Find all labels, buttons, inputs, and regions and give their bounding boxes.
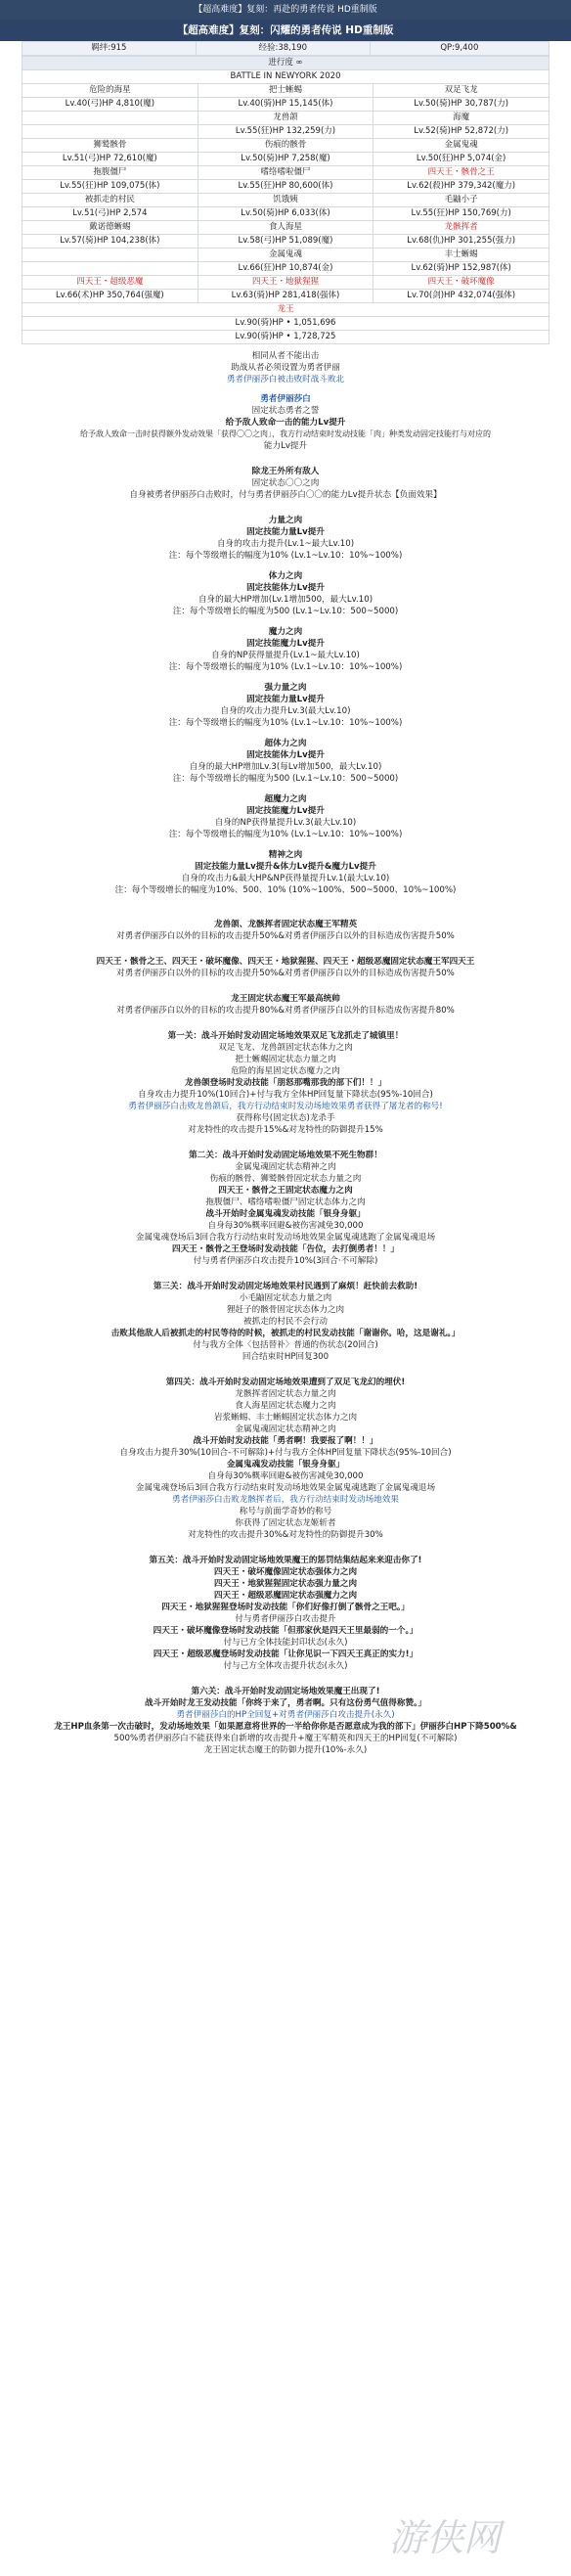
wave2-line: 金属鬼魂固定状态精神之肉 [235, 1162, 336, 1172]
enemy-name: 危险的海星 [22, 84, 198, 98]
watermark-logo [379, 2508, 565, 2570]
wave1-title: 第一关：战斗开始时发动固定场地效果双足飞龙抓走了城镇里！ [167, 1031, 404, 1041]
wave3-line: 回合结束时HP回复300 [242, 1352, 329, 1362]
enemy-level-hp: Lv.40(骑)HP 15,145(体) [198, 98, 373, 112]
enemy-stat-row [22, 290, 549, 303]
meat-line: 注：每个等级增长的幅度为10% (Lv.1~Lv.10：10%~100%) [168, 551, 403, 561]
wave4-line: 称号与前面学奇妙的称号 [239, 1507, 332, 1516]
wave4-line: 食人海星固定状态魔力之肉 [235, 1401, 336, 1411]
except-block [0, 466, 571, 501]
stats-table [22, 41, 549, 56]
meat-list [0, 515, 571, 896]
enemy-level-hp: Lv.51(弓)HP 72,610(魔) [22, 153, 198, 166]
enemy-stat-row [22, 207, 549, 221]
wave4-line: 对龙特性的攻击提升30%&对龙特性的防御提升30% [188, 1530, 383, 1540]
enemy-name-row [22, 84, 549, 98]
enemy-name: 四天王・骸骨之王 [373, 166, 549, 180]
enemy-level-hp [22, 262, 198, 276]
wave2-line: 拖腹僵尸、嗜络嗜啦僵尸固定状态体力之肉 [205, 1198, 366, 1207]
wave2-line: 自身每30%概率回避&被伤害减免30,000 [207, 1221, 364, 1231]
wave2-title: 第二关：战斗开始时发动固定场地效果不死生物群！ [189, 1151, 382, 1160]
meat-line: 固定技能魔力Lv提升 [246, 639, 325, 649]
enemy-level-hp: Lv.50(骑)HP 7,258(魔) [198, 153, 373, 166]
enemy-level-hp: Lv.51(弓)HP 2,574 [22, 207, 198, 221]
hero-name: 勇者伊丽莎白 [260, 394, 311, 404]
enemy-name: 海魔 [373, 112, 549, 125]
wave5-line: 四天王・超级恶魔登场时发动技能「让你见识一下四天王真正的实力!」 [153, 1650, 418, 1659]
wave4-line: 金属鬼魂登场后3回合我方行动结束时发动场地效果金属鬼魂逃跑了金属鬼魂退场 [135, 1483, 436, 1493]
rules-block [0, 350, 571, 385]
meat-name: 力量之肉 [268, 516, 303, 525]
enemy-level-hp: Lv.50(骑)HP 6,033(体) [198, 207, 373, 221]
enemy-level-hp: Lv.55(狂)HP 80,600(体) [198, 180, 373, 194]
enemy-name: 狮鹫骸骨 [22, 139, 198, 153]
enemy-name-row [22, 139, 549, 153]
four-kings-line: 对勇者伊丽莎白以外的目标的攻击提升50%&对勇者伊丽莎白以外的目标造成伤害提升50% [116, 969, 455, 978]
wave3-block [0, 1281, 571, 1363]
hero-line: 给予敌人致命一击时获得额外发动效果「获得〇〇之肉」，我方行动结束时发动技能「肉」种类发动固定技能打与对应的 [80, 429, 491, 438]
except-line: 自身被勇者伊丽莎白击败时，付与勇者伊丽莎白〇〇的能力Lv提升状态【负面效果】 [129, 490, 442, 500]
meat-line: 注：每个等级增长的幅度为10% (Lv.1~Lv.10：10%~100%) [168, 662, 403, 672]
enemy-name [22, 112, 198, 125]
wave4-line: 你获得了固定状态龙姬斩者 [235, 1518, 336, 1528]
except-line: 固定状态〇〇之肉 [251, 478, 320, 488]
wave4-line: 岩浆蜥蜴、丰士蜥蜴固定状态体力之肉 [213, 1413, 358, 1423]
wave4-block [0, 1377, 571, 1541]
enemy-name: 食人海星 [198, 221, 373, 235]
turn-row: 进行度 ∞ [22, 57, 549, 70]
wave1-line: 自身攻击力提升10%(10回合)+付与我方全体HP回复量下降状态(95%-10回合) [138, 1090, 433, 1100]
enemy-level-hp [22, 125, 198, 139]
wave2-block [0, 1150, 571, 1267]
enemy-name: 饥饿姨 [198, 194, 373, 207]
wave5-line: 四天王・地狱猩猩登场时发动技能「你们好像打倒了骸骨之王吧。」 [161, 1603, 410, 1612]
enemy-name: 金属鬼魂 [198, 249, 373, 262]
wave5-title: 第五关：战斗开始时发动固定场地效果魔王的惩罚结集结起来来迎击你了! [149, 1556, 422, 1565]
meat-name: 强力量之肉 [264, 683, 307, 693]
enemy-name: 四天王・超级恶魔 [22, 276, 198, 290]
enemy-name-row [22, 166, 549, 180]
wave4-line: 自身攻击力提升30%(10回合-不可解除)+付与我方全体HP回复量下降状态(95%-10回合) [119, 1448, 452, 1458]
wave4-line: 龙骸挥者固定状态力量之肉 [235, 1389, 336, 1399]
wave6-block [0, 1686, 571, 1756]
wave5-line: 四天王・破坏魔像固定状态强体力之肉 [213, 1567, 358, 1577]
meat-line: 自身的攻击力提升(Lv.1~最大Lv.10) [216, 539, 355, 549]
wave1-line: 勇者伊丽莎白击败龙兽颌后，我方行动结束时发动场地效果勇者获得了屠龙者的称号! [128, 1102, 443, 1111]
meat-block [0, 682, 571, 729]
enemy-name: 伤痕的骸骨 [198, 139, 373, 153]
wave3-title: 第三关：战斗开始时发动固定场地效果村民遇到了麻烦！赶快前去救助! [153, 1282, 418, 1291]
wave1-line: 把士蜥蜴固定状态力量之肉 [235, 1055, 336, 1064]
wave4-line: 战斗开始时发动技能「勇者啊！我要报了啊！！」 [193, 1436, 378, 1446]
dragon-king-block [0, 993, 571, 1017]
wave5-line: 四天王・破坏魔像登场时发动技能「但那家伙是四天王里最弱的一个。」 [153, 1626, 418, 1636]
wave2-line: 战斗开始时金属鬼魂发动技能「银身身躯」 [205, 1209, 366, 1219]
enemy-level-hp: Lv.68(仇)HP 301,255(强力) [373, 235, 549, 249]
meat-line: 注：每个等级增长的幅度为10% (Lv.1~Lv.10：10%~100%) [168, 830, 403, 839]
enemy-stat-row [22, 262, 549, 276]
wave6-line: 500%勇者伊丽莎白不能获得来自新增的攻击提升+魔王军精英和四天王的HP回复(不可解除) [113, 1734, 458, 1743]
enemy-level-hp: Lv.66(术)HP 350,764(强魔) [22, 290, 198, 303]
battle-label: BATTLE IN NEWYORK 2020 [22, 70, 549, 84]
boss-name: 龙王 [22, 303, 549, 317]
enemy-level-hp: Lv.40(弓)HP 4,810(魔) [22, 98, 198, 112]
wave1-line: 对龙特性的攻击提升15%&对龙特性的防御提升15% [188, 1125, 383, 1135]
enemy-name-row [22, 249, 549, 262]
rule-1: 相同从者不能出击 [251, 351, 320, 361]
wave4-line: 自身每30%概率回避&被伤害减免30,000 [207, 1471, 364, 1481]
enemy-name: 金属鬼魂 [373, 139, 549, 153]
enemy-stat-row [22, 98, 549, 112]
meat-name: 精神之肉 [268, 850, 303, 860]
meat-block [0, 626, 571, 673]
enemy-stat-row [22, 125, 549, 139]
enemy-name: 双足飞龙 [373, 84, 549, 98]
meat-line: 注：每个等级增长的幅度为500 (Lv.1~Lv.10：500~5000) [172, 774, 399, 784]
meat-name: 体力之肉 [268, 571, 303, 581]
wave2-line: 付与勇者伊丽莎白攻击提升10%(3回合·不可解除) [193, 1256, 378, 1266]
enemy-level-hp: Lv.58(弓)HP 51,089(魔) [198, 235, 373, 249]
meat-line: 自身的最大HP增加Lv.3(每Lv增加500，最大Lv.10) [189, 762, 382, 772]
meat-line: 固定技能魔力Lv提升 [246, 806, 325, 816]
meat-line: 注：每个等级增长的幅度为10% (Lv.1~Lv.10：10%~100%) [168, 718, 403, 728]
enemy-name: 戴诺德蜥蜴 [22, 221, 198, 235]
meat-block [0, 849, 571, 896]
meat-line: 自身的攻击力&最大HP&NP获得量提升Lv.1(最大Lv.10) [181, 874, 390, 883]
meat-line: 自身的NP获得量提升Lv.3(最大Lv.10) [214, 818, 357, 828]
meat-block [0, 738, 571, 785]
dragon-bone-line: 对勇者伊丽莎白以外的目标的攻击提升50%&对勇者伊丽莎白以外的目标造成伤害提升50% [116, 931, 455, 941]
except-title: 除龙王外所有敌人 [251, 467, 320, 476]
wave-list [0, 1017, 571, 1756]
dragon-king-line: 对勇者伊丽莎白以外的目标的攻击提升80%&对勇者伊丽莎白以外的目标造成伤害提升80% [116, 1006, 455, 1016]
page-title: 【超高难度】复刻：闪耀的勇者传说 HD重制版 [0, 20, 571, 41]
wave3-line: 狸赶子的骸骨固定状态体力之肉 [226, 1305, 345, 1315]
meat-line: 自身的NP获得量提升(Lv.1~最大Lv.10) [211, 651, 360, 660]
meat-line: 自身的最大HP增加(Lv.1增加500，最大Lv.10) [198, 595, 373, 605]
meat-line: 自身的攻击力提升Lv.3(最大Lv.10) [220, 706, 351, 716]
meat-line: 固定技能体力Lv提升 [246, 750, 325, 760]
enemy-name: 四天王・地狱猩猩 [198, 276, 373, 290]
enemy-stat-row [22, 235, 549, 249]
wave5-line: 四天王・超级恶魔固定状态强魔力之肉 [213, 1591, 358, 1601]
enemy-stat-row [22, 153, 549, 166]
meat-block [0, 515, 571, 562]
enemy-name: 嗜络嗜啦僵尸 [198, 166, 373, 180]
wave4-line: 勇者伊丽莎白击败龙骸挥者后，我方行动结束时发动场地效果 [171, 1495, 400, 1505]
meat-line: 固定技能力量Lv提升 [246, 695, 325, 704]
enemy-name: 丰士蜥蜴 [373, 249, 549, 262]
enemy-table [22, 56, 549, 344]
top-banner: 【超高难度】复刻：再赴的勇者传说 HD重制版 [0, 0, 571, 20]
meat-name: 超魔力之肉 [264, 794, 307, 804]
rule-3: 勇者伊丽莎白被击败时战斗败北 [226, 375, 345, 384]
enemy-name-row [22, 194, 549, 207]
wave6-title: 第六关：战斗开始时发动固定场地效果魔王出现了! [191, 1687, 380, 1696]
exp-cell: 经验:38,190 [196, 42, 370, 56]
enemy-level-hp: Lv.70(剑)HP 432,074(强体) [373, 290, 549, 303]
bond-cell: 羁绊:915 [22, 42, 197, 56]
dragon-bone-title: 龙兽颌、龙骸挥者固定状态魔王军精英 [213, 920, 358, 929]
four-kings-block [0, 956, 571, 979]
meat-block [0, 793, 571, 840]
enemy-name-row [22, 221, 549, 235]
wave4-line: 金属鬼魂发动技能「银身身躯」 [226, 1460, 345, 1469]
wave1-line: 危险的海星固定状态魔力之肉 [231, 1066, 340, 1076]
hero-line: 能力Lv提升 [263, 441, 308, 451]
enemy-level-hp: Lv.55(狂)HP 109,075(体) [22, 180, 198, 194]
wave3-line: 小毛鼬固定状态力量之肉 [239, 1293, 332, 1303]
enemy-name: 把士蜥蜴 [198, 84, 373, 98]
wave6-line: 战斗开始时龙王发动技能「你终于来了，勇者啊。只有这份勇气值得称赞。」 [145, 1698, 426, 1708]
wave6-line: 勇者伊丽莎白的HP全回复+对勇者伊丽莎白攻击提升(永久) [176, 1710, 395, 1720]
wave1-line: 双足飞龙、龙兽颌固定状态体力之肉 [218, 1043, 353, 1053]
wave3-line: 击败其他敌人后被抓走的村民等待的时候，被抓走的村民发动技能「谢谢你。哈，这是谢礼。」 [110, 1329, 461, 1338]
dragon-king-title: 龙王固定状态魔王军最高统帅 [231, 994, 340, 1004]
meat-name: 超体力之肉 [264, 739, 307, 748]
enemy-name: 被抓走的村民 [22, 194, 198, 207]
hero-block [0, 393, 571, 452]
wave6-line: 龙王固定状态魔王的防御力提升(10%-永久) [203, 1745, 368, 1755]
enemy-name: 龙兽颌 [198, 112, 373, 125]
enemy-name: 四天王・破坏魔像 [373, 276, 549, 290]
watermark-text: 游侠网 [389, 2516, 502, 2559]
enemy-name-row [22, 112, 549, 125]
rule-2: 助战从者必须设置为勇者伊丽 [231, 363, 340, 373]
qp-cell: QP:9,400 [370, 42, 549, 56]
wave5-line: 付与已方全体技能封印状态(永久) [223, 1638, 348, 1648]
enemy-level-hp: Lv.66(狂)HP 10,874(金) [198, 262, 373, 276]
wave5-line: 付与勇者伊丽莎白攻击提升 [235, 1614, 336, 1624]
wave1-line: 龙兽颌登场时发动技能「朋怒那嘴那我的部下们！！」 [184, 1078, 387, 1088]
hero-line: 固定状态勇者之誓 [251, 406, 320, 416]
wave3-line: 付与我方全体〈包括替补〉普通的伤状态(20回合) [193, 1340, 378, 1350]
wave3-line: 被抓走的村民不会行动 [243, 1317, 328, 1327]
enemy-level-hp: Lv.62(殺)HP 379,342(魔力) [373, 180, 549, 194]
wave2-line: 四天王・骸骨之王登场时发动技能「告位，去打倒勇者！！」 [171, 1244, 400, 1254]
enemy-name: 拖腹僵尸 [22, 166, 198, 180]
wave1-line: 获得称号(固定状态)龙杀手 [236, 1113, 335, 1123]
enemy-level-hp: Lv.50(骑)HP 30,787(力) [373, 98, 549, 112]
wave2-line: 金属鬼魂登场后3回合我方行动结束时发动场地效果金属鬼魂逃跑了金属鬼魂退场 [135, 1233, 436, 1243]
dragon-bone-block [0, 919, 571, 942]
four-kings-title: 四天王・骸骨之王、四天王・破坏魔像、四天王・地狱猩猩、四天王・超级恶魔固定状态魔王军四天王 [96, 957, 475, 967]
wave1-block [0, 1030, 571, 1136]
hero-line: 给予敌人致命一击的能力Lv提升 [225, 418, 346, 428]
meat-line: 固定技能力量Lv提升&体力Lv提升&魔力Lv提升 [195, 862, 376, 872]
enemy-name-row [22, 276, 549, 290]
wave6-line: 龙王HP血条第一次击破时，发动场地效果「如果愿意将世界的一半给你你是否愿意成为我的部下」伊丽莎白HP下降500%& [54, 1722, 517, 1732]
enemy-level-hp: Lv.50(狂)HP 5,074(金) [373, 153, 549, 166]
enemy-name [22, 249, 198, 262]
meat-line: 固定技能力量Lv提升 [246, 527, 325, 537]
enemy-name: 龙骸挥者 [373, 221, 549, 235]
boss-hp-1: Lv.90(骑)HP • 1,051,696 [22, 317, 549, 331]
wave2-line: 四天王・骸骨之王固定状态魔力之肉 [218, 1186, 353, 1196]
enemy-name: 毛鼬小子 [373, 194, 549, 207]
enemy-level-hp: Lv.63(骑)HP 281,418(强体) [198, 290, 373, 303]
wave5-line: 付与己方全体攻击提升状态(永久) [223, 1661, 348, 1671]
enemy-level-hp: Lv.62(骑)HP 152,987(体) [373, 262, 549, 276]
wave5-block [0, 1555, 571, 1672]
enemy-stat-row [22, 180, 549, 194]
enemy-level-hp: Lv.52(骑)HP 52,872(力) [373, 125, 549, 139]
wave4-title: 第四关：战斗开始时发动固定场地效果遭到了双足飞龙幻的埋伏! [165, 1378, 406, 1387]
meat-line: 注：每个等级增长的幅度为10%、500、10% (10%~100%、500~5000、10%~100%) [114, 885, 457, 895]
enemy-level-hp: Lv.55(狂)HP 150,769(力) [373, 207, 549, 221]
wave2-line: 伤痕的骸骨、狮鹫骸骨固定状态力量之肉 [209, 1174, 362, 1184]
enemy-level-hp: Lv.55(狂)HP 132,259(力) [198, 125, 373, 139]
meat-line: 注：每个等级增长的幅度为500 (Lv.1~Lv.10：500~5000) [172, 607, 399, 616]
boss-hp-2: Lv.90(骑)HP • 1,728,725 [22, 331, 549, 344]
meat-line: 固定技能体力Lv提升 [246, 583, 325, 593]
enemy-level-hp: Lv.57(骑)HP 104,238(体) [22, 235, 198, 249]
wave5-line: 四天王・地狱猩猩固定状态强力量之肉 [213, 1579, 358, 1589]
meat-block [0, 570, 571, 617]
wave4-line: 金属鬼魂固定状态精神之肉 [235, 1424, 336, 1434]
meat-name: 魔力之肉 [268, 627, 303, 637]
